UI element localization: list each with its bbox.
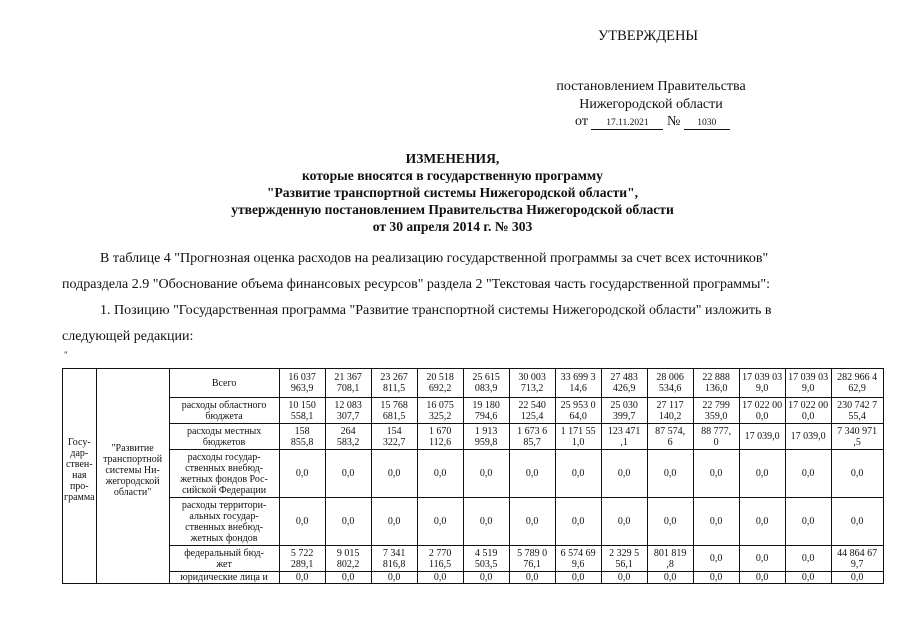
paragraph-2-line-2: следующей редакции: — [62, 329, 194, 344]
value-cell: 22 888 136,0 — [693, 369, 739, 398]
value-cell: 0,0 — [831, 572, 883, 584]
value-cell: 0,0 — [601, 450, 647, 498]
value-cell: 0,0 — [371, 572, 417, 584]
value-cell: 0,0 — [555, 572, 601, 584]
value-cell: 17 039 03 9,0 — [785, 369, 831, 398]
decree-date: 17.11.2021 — [591, 117, 663, 130]
title-line-5: от 30 апреля 2014 г. № 303 — [372, 219, 533, 234]
number-sign: № — [666, 114, 681, 129]
opening-quote: " — [64, 350, 68, 360]
table-row — [63, 369, 884, 398]
value-cell: 2 329 5 56,1 — [601, 546, 647, 572]
value-cell: 230 742 7 55,4 — [831, 398, 883, 424]
value-cell: 264 583,2 — [325, 424, 371, 450]
value-cell: 4 519 503,5 — [463, 546, 509, 572]
program-type-cell: Госу- дар- ствен- ная про- грамма — [63, 369, 97, 572]
value-cell: 88 777, 0 — [693, 424, 739, 450]
decree-date-line — [575, 114, 730, 130]
value-cell: 17 039,0 — [739, 424, 785, 450]
row-label: федеральный бюд- жет — [169, 546, 279, 572]
decree-line-2: Нижегородской области — [579, 97, 723, 112]
value-cell: 25 030 399,7 — [601, 398, 647, 424]
row-label: расходы областного бюджета — [169, 398, 279, 424]
value-cell: 0,0 — [509, 450, 555, 498]
decree-line-1: постановлением Правительства — [556, 79, 746, 94]
program-name-cell-continued — [96, 572, 169, 584]
approved-heading: УТВЕРЖДЕНЫ — [598, 28, 699, 44]
value-cell: 0,0 — [647, 572, 693, 584]
expenses-table — [62, 368, 884, 584]
paragraph-1-line-2: подраздела 2.9 "Обоснование объема финансовых ресурсов" раздела 2 "Текстовая часть государственной программы": — [62, 277, 770, 292]
value-cell: 154 322,7 — [371, 424, 417, 450]
value-cell: 27 483 426,9 — [601, 369, 647, 398]
value-cell: 1 171 55 1,0 — [555, 424, 601, 450]
value-cell: 0,0 — [693, 498, 739, 546]
value-cell: 0,0 — [555, 450, 601, 498]
value-cell: 6 574 69 9,6 — [555, 546, 601, 572]
value-cell: 0,0 — [785, 546, 831, 572]
value-cell: 0,0 — [785, 450, 831, 498]
value-cell: 16 075 325,2 — [417, 398, 463, 424]
value-cell: 0,0 — [371, 450, 417, 498]
row-label: расходы местных бюджетов — [169, 424, 279, 450]
value-cell: 19 180 794,6 — [463, 398, 509, 424]
value-cell: 282 966 4 62,9 — [831, 369, 883, 398]
value-cell: 17 039 03 9,0 — [739, 369, 785, 398]
value-cell: 0,0 — [693, 450, 739, 498]
value-cell: 27 117 140,2 — [647, 398, 693, 424]
value-cell: 0,0 — [739, 450, 785, 498]
value-cell: 21 367 708,1 — [325, 369, 371, 398]
value-cell: 0,0 — [831, 450, 883, 498]
value-cell: 0,0 — [785, 572, 831, 584]
value-cell: 1 913 959,8 — [463, 424, 509, 450]
value-cell: 1 670 112,6 — [417, 424, 463, 450]
value-cell: 0,0 — [509, 572, 555, 584]
value-cell: 0,0 — [739, 572, 785, 584]
paragraph-1-line-1: В таблице 4 "Прогнозная оценка расходов на реализацию государственной программы за счет всех источников" — [100, 251, 769, 266]
value-cell: 0,0 — [371, 498, 417, 546]
value-cell: 22 540 125,4 — [509, 398, 555, 424]
value-cell: 5 722 289,1 — [279, 546, 325, 572]
value-cell: 0,0 — [463, 450, 509, 498]
value-cell: 0,0 — [279, 450, 325, 498]
value-cell: 0,0 — [325, 498, 371, 546]
value-cell: 30 003 713,2 — [509, 369, 555, 398]
row-label: расходы государ- ственных внебюд- жетных фондов Рос- сийской Федерации — [169, 450, 279, 498]
value-cell: 16 037 963,9 — [279, 369, 325, 398]
value-cell: 1 673 6 85,7 — [509, 424, 555, 450]
from-label: от — [575, 114, 588, 129]
value-cell: 33 699 3 14,6 — [555, 369, 601, 398]
value-cell: 0,0 — [509, 498, 555, 546]
value-cell: 0,0 — [739, 546, 785, 572]
value-cell: 17 022 00 0,0 — [785, 398, 831, 424]
value-cell: 23 267 811,5 — [371, 369, 417, 398]
value-cell: 20 518 692,2 — [417, 369, 463, 398]
title-line-4: утвержденную постановлением Правительства Нижегородской области — [231, 202, 674, 217]
value-cell: 0,0 — [647, 498, 693, 546]
value-cell: 0,0 — [417, 498, 463, 546]
table-row — [63, 498, 884, 546]
value-cell: 0,0 — [325, 450, 371, 498]
value-cell: 10 150 558,1 — [279, 398, 325, 424]
value-cell: 12 083 307,7 — [325, 398, 371, 424]
value-cell: 0,0 — [463, 572, 509, 584]
value-cell: 25 615 083,9 — [463, 369, 509, 398]
value-cell: 7 341 816,8 — [371, 546, 417, 572]
value-cell: 25 953 0 64,0 — [555, 398, 601, 424]
value-cell: 28 006 534,6 — [647, 369, 693, 398]
value-cell: 0,0 — [693, 546, 739, 572]
value-cell: 5 789 0 76,1 — [509, 546, 555, 572]
table-row — [63, 424, 884, 450]
value-cell: 0,0 — [601, 572, 647, 584]
table-row — [63, 546, 884, 572]
value-cell: 0,0 — [325, 572, 371, 584]
value-cell: 2 770 116,5 — [417, 546, 463, 572]
value-cell: 801 819 ,8 — [647, 546, 693, 572]
value-cell: 15 768 681,5 — [371, 398, 417, 424]
title-line-1: ИЗМЕНЕНИЯ, — [405, 151, 500, 166]
value-cell: 0,0 — [739, 498, 785, 546]
title-line-3: "Развитие транспортной системы Нижегородской области", — [266, 185, 639, 200]
value-cell: 0,0 — [417, 450, 463, 498]
value-cell: 158 855,8 — [279, 424, 325, 450]
value-cell: 0,0 — [831, 498, 883, 546]
value-cell: 0,0 — [279, 572, 325, 584]
value-cell: 0,0 — [693, 572, 739, 584]
value-cell: 0,0 — [647, 450, 693, 498]
program-name-cell: "Развитие транспортной системы Ни- жегородской области" — [96, 369, 169, 572]
program-type-cell-continued — [63, 572, 97, 584]
table-row — [63, 398, 884, 424]
row-label: Всего — [169, 369, 279, 398]
value-cell: 17 022 00 0,0 — [739, 398, 785, 424]
value-cell: 0,0 — [601, 498, 647, 546]
table-row — [63, 450, 884, 498]
value-cell: 0,0 — [463, 498, 509, 546]
value-cell: 22 799 359,0 — [693, 398, 739, 424]
value-cell: 9 015 802,2 — [325, 546, 371, 572]
value-cell: 7 340 971 ,5 — [831, 424, 883, 450]
value-cell: 0,0 — [279, 498, 325, 546]
value-cell: 0,0 — [555, 498, 601, 546]
title-line-2: которые вносятся в государственную программу — [302, 168, 603, 183]
value-cell: 0,0 — [417, 572, 463, 584]
value-cell: 123 471 ,1 — [601, 424, 647, 450]
decree-number: 1030 — [684, 117, 730, 130]
paragraph-2-line-1: 1. Позицию "Государственная программа "Развитие транспортной системы Нижегородской области" изложить в — [100, 303, 772, 318]
row-label: расходы территори- альных государ- ственных внебюд- жетных фондов — [169, 498, 279, 546]
value-cell: 44 864 67 9,7 — [831, 546, 883, 572]
row-label: юридические лица и — [169, 572, 279, 584]
value-cell: 17 039,0 — [785, 424, 831, 450]
value-cell: 87 574, 6 — [647, 424, 693, 450]
table-row — [63, 572, 884, 584]
value-cell: 0,0 — [785, 498, 831, 546]
